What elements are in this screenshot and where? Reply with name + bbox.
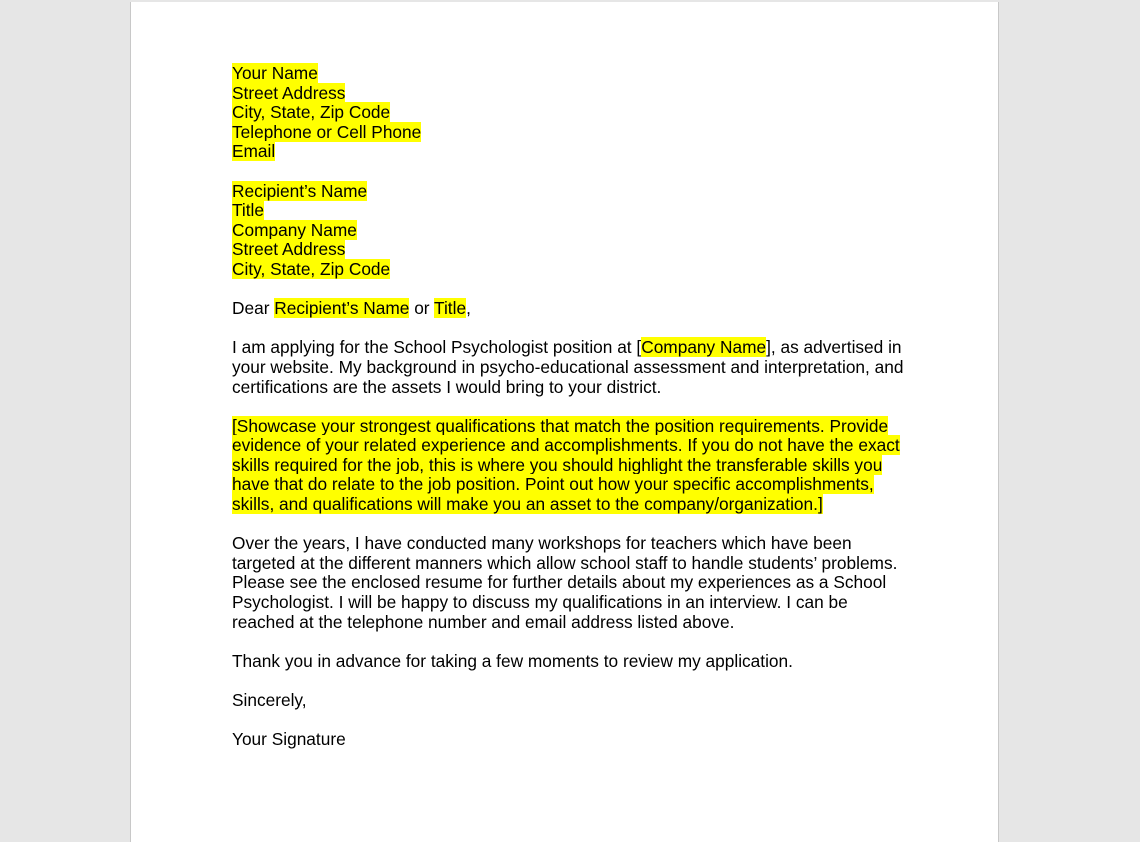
recipient-name: Recipient’s Name <box>232 180 368 201</box>
intro-line-2: your website. My background in psycho-educational assessment and interpretation, and <box>232 356 904 377</box>
placeholder-line: skills, and qualifications will make you an asset to the company/organization.] <box>232 494 823 515</box>
intro-paragraph <box>232 338 912 397</box>
sender-email: Email <box>232 141 276 162</box>
salutation-or: or <box>409 298 435 319</box>
workshop-line: Psychologist. I will be happy to discuss my qualifications in an interview. I can be <box>232 592 848 613</box>
workshop-line: Please see the enclosed resume for further details about my experiences as a School <box>232 572 887 593</box>
workshop-line: targeted at the different manners which allow school staff to handle students’ problems. <box>232 552 898 573</box>
salutation-name: Recipient’s Name <box>274 298 410 319</box>
placeholder-line: evidence of your related experience and accomplishments. If you do not have the exact <box>232 435 900 456</box>
recipient-city: City, State, Zip Code <box>232 258 391 279</box>
sender-block <box>232 64 912 162</box>
placeholder-line: skills required for the job, this is where you should highlight the transferable skills you <box>232 454 883 475</box>
document-page <box>130 2 999 842</box>
workshop-paragraph <box>232 534 912 632</box>
salutation <box>232 299 912 319</box>
thanks-line: Thank you in advance for taking a few moments to review my application. <box>232 650 793 671</box>
sender-phone: Telephone or Cell Phone <box>232 121 422 142</box>
intro-line-1-pre: I am applying for the School Psychologist position at [ <box>232 337 642 358</box>
sender-city: City, State, Zip Code <box>232 102 391 123</box>
recipient-street: Street Address <box>232 239 346 260</box>
closing <box>232 691 912 711</box>
signature <box>232 730 912 750</box>
signature-line: Your Signature <box>232 729 346 750</box>
salutation-dear: Dear <box>232 298 275 319</box>
thanks-paragraph <box>232 652 912 672</box>
sender-name: Your Name <box>232 63 318 83</box>
recipient-block <box>232 182 912 280</box>
placeholder-line: have that do relate to the job position. Point out how your specific accomplishments, <box>232 474 874 495</box>
intro-line-1-post: ], as advertised in <box>766 337 902 358</box>
salutation-comma: , <box>466 298 471 319</box>
placeholder-paragraph <box>232 417 912 515</box>
letter-body[interactable] <box>232 64 912 750</box>
salutation-title: Title <box>434 298 467 319</box>
intro-line-3: certifications are the assets I would bring to your district. <box>232 376 662 397</box>
sender-street: Street Address <box>232 82 346 103</box>
closing-line: Sincerely, <box>232 690 307 710</box>
workshop-line: reached at the telephone number and email address listed above. <box>232 611 735 632</box>
recipient-title: Title <box>232 200 265 221</box>
workshop-line: Over the years, I have conducted many workshops for teachers which have been <box>232 533 852 554</box>
placeholder-line: [Showcase your strongest qualifications that match the position requirements. Provide <box>232 415 889 436</box>
intro-company-name: Company Name <box>641 337 767 358</box>
recipient-company: Company Name <box>232 219 357 240</box>
